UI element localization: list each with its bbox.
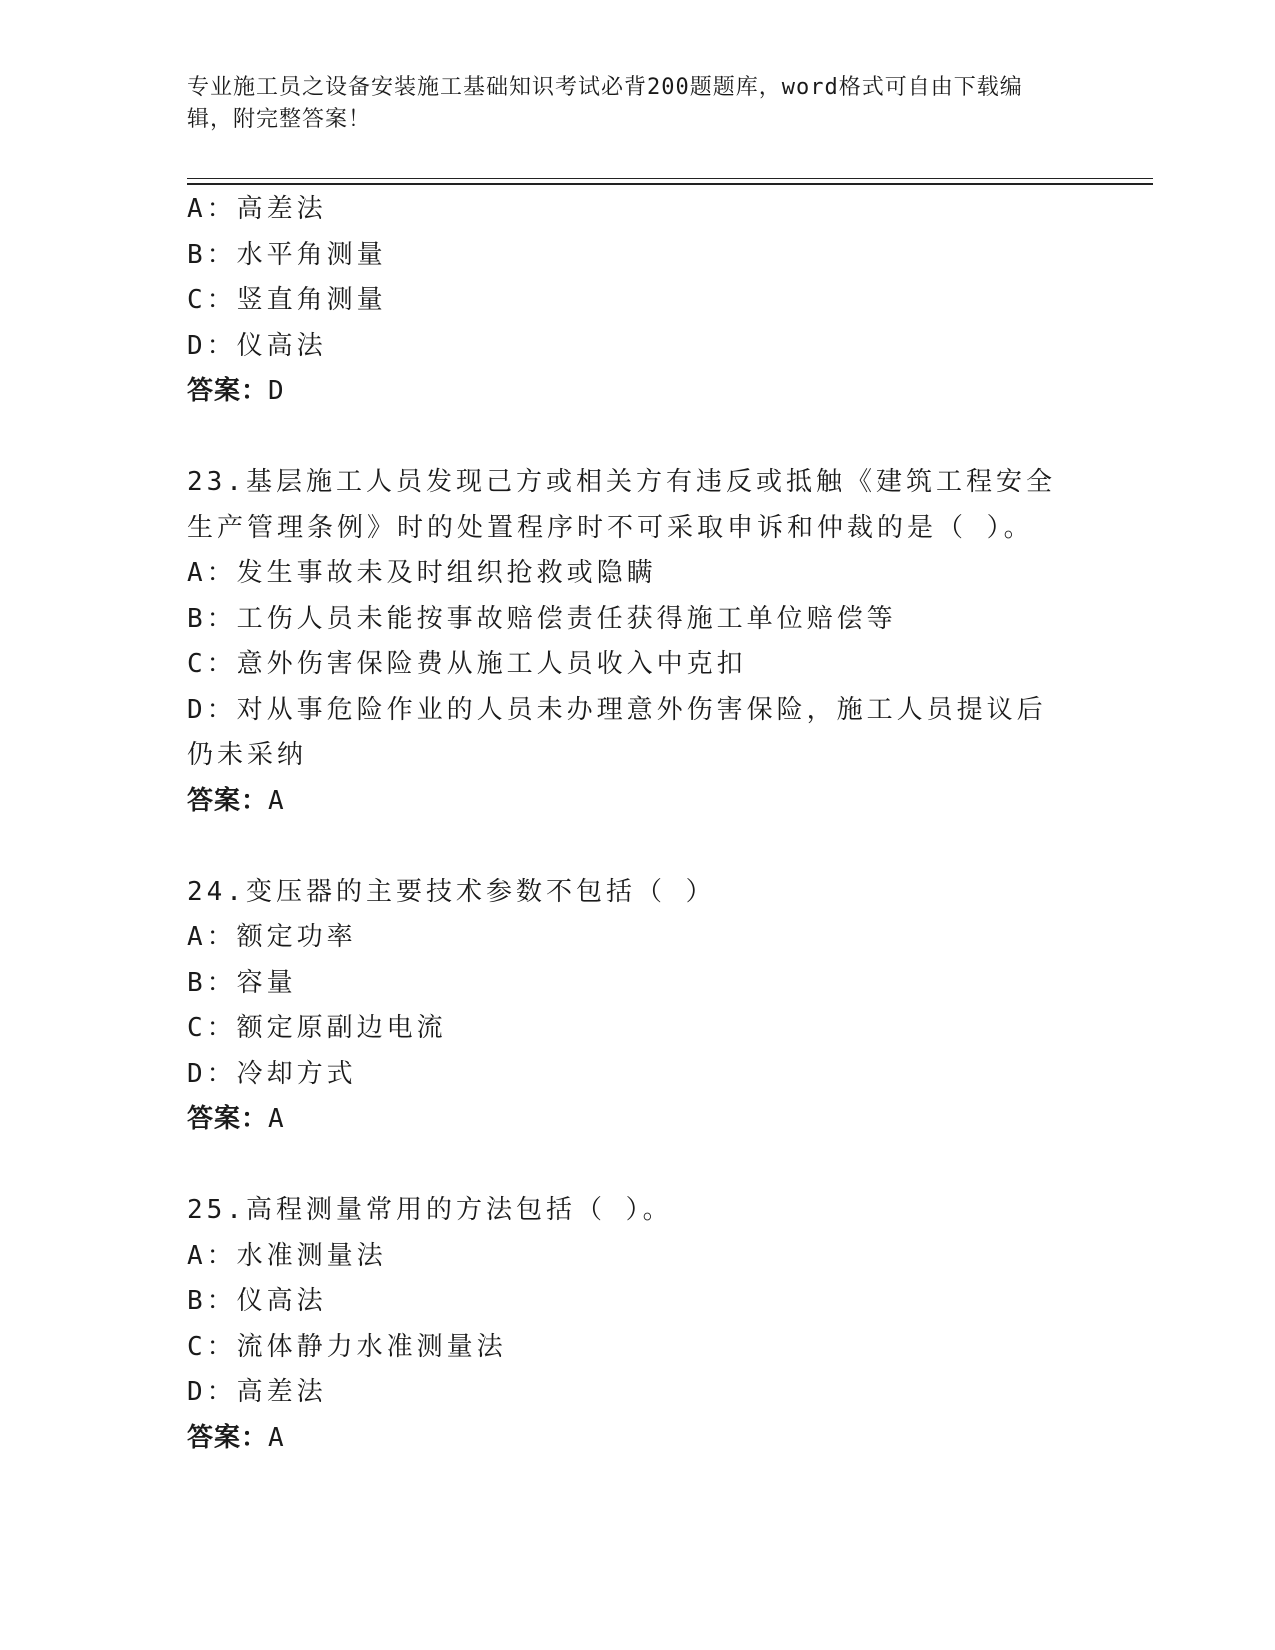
- option-b: B：水平角测量: [187, 239, 387, 270]
- header-text: 专业施工员之设备安装施工基础知识考试必背200题题库，word格式可自由下载编辑，附完整答案！: [187, 75, 1023, 132]
- option-d: D：仪高法: [187, 330, 327, 361]
- question-23: [187, 460, 1087, 824]
- answer-line: [187, 779, 1087, 825]
- question-25: [187, 1188, 1087, 1461]
- answer-line: [187, 369, 1087, 415]
- option-d: D：高差法: [187, 1377, 327, 1407]
- header-rule-thick: [187, 183, 1153, 185]
- option-b: B：工伤人员未能按事故赔偿责任获得施工单位赔偿等: [187, 603, 897, 634]
- answer-value: A: [268, 1104, 285, 1134]
- answer-line: [187, 1097, 1087, 1143]
- option-a: A：高差法: [187, 194, 327, 224]
- question-stem: 23.基层施工人员发现己方或相关方有违反或抵触《建筑工程安全生产管理条例》时的处置程序时不可采取申诉和仲裁的是（ ）。: [187, 467, 1056, 543]
- answer-value: A: [268, 1422, 285, 1453]
- answer-label: 答案：: [187, 1422, 269, 1453]
- option-a: A：额定功率: [187, 922, 357, 952]
- question-24: [187, 870, 1087, 1143]
- answer-label: 答案：: [187, 376, 269, 406]
- option-a: A：水准测量法: [187, 1240, 387, 1271]
- question-stem: 24.变压器的主要技术参数不包括（ ）: [187, 876, 716, 907]
- answer-label: 答案：: [187, 1104, 269, 1134]
- answer-line: [187, 1416, 1087, 1462]
- option-b: B：容量: [187, 967, 297, 998]
- option-c: C：意外伤害保险费从施工人员收入中克扣: [187, 649, 747, 679]
- question-stem: 25.高程测量常用的方法包括（ ）。: [187, 1195, 673, 1225]
- option-c: C：竖直角测量: [187, 285, 387, 315]
- option-b: B：仪高法: [187, 1286, 327, 1316]
- document-header: [187, 72, 1067, 136]
- option-a: A：发生事故未及时组织抢救或隐瞒: [187, 558, 657, 588]
- answer-value: D: [268, 376, 285, 406]
- option-c: C：流体静力水准测量法: [187, 1331, 507, 1362]
- option-d: D：对从事危险作业的人员未办理意外伤害保险，施工人员提议后仍未采纳: [187, 694, 1047, 770]
- previous-question: [187, 187, 1087, 415]
- header-rule-thin: [187, 178, 1153, 179]
- option-c: C：额定原副边电流: [187, 1013, 447, 1043]
- answer-label: 答案：: [187, 785, 269, 816]
- answer-value: A: [268, 785, 285, 816]
- question-content: [187, 187, 1087, 1461]
- option-d: D：冷却方式: [187, 1058, 357, 1089]
